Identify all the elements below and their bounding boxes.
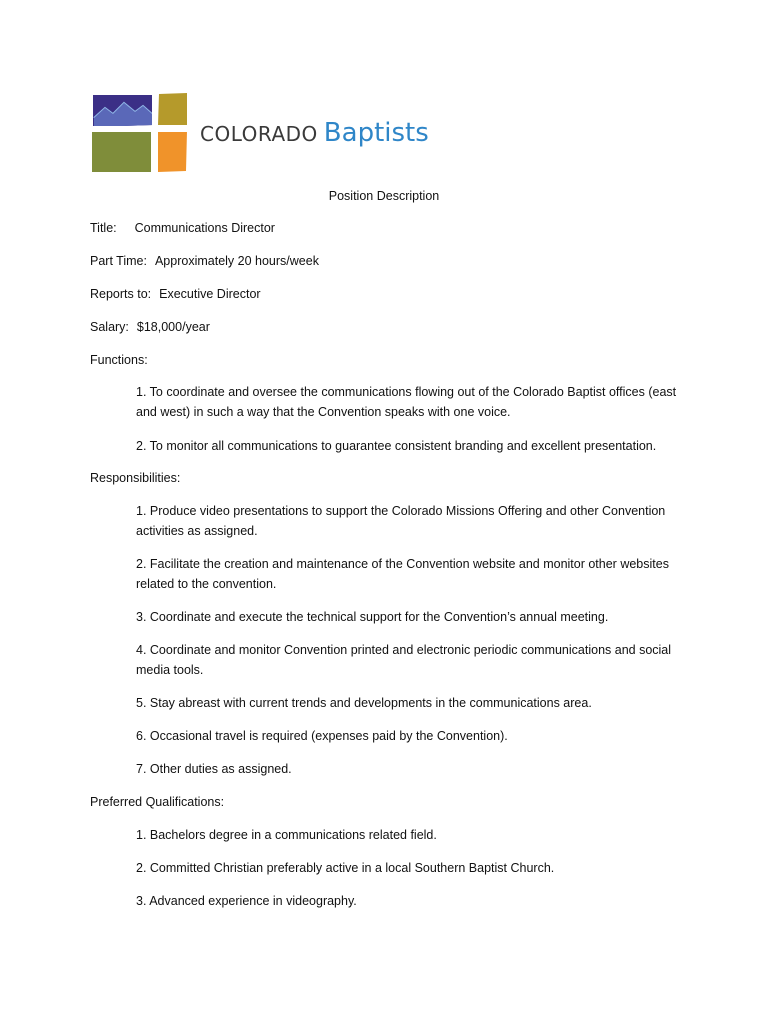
salary-field [90, 320, 210, 334]
reports-to-field [90, 287, 261, 301]
salary-label: Salary: [90, 320, 129, 334]
reports-to-value: Executive Director [159, 287, 261, 301]
organization-logo [91, 92, 429, 173]
logo-cross-horizontal [91, 126, 188, 132]
page-title: Position Description [328, 189, 440, 203]
reports-to-label: Reports to: [90, 287, 152, 301]
responsibilities-item: 3. Coordinate and execute the technical support for the Convention’s annual meeting. [136, 610, 609, 624]
responsibilities-item: 1. Produce video presentations to support the Colorado Missions Offering and other Convention activities as assigned. [136, 504, 666, 538]
logo-green-block [92, 132, 151, 172]
title-label: Title: [90, 221, 117, 235]
responsibilities-item: 4. Coordinate and monitor Convention printed and electronic periodic communications and social media tools. [136, 643, 672, 677]
title-value: Communications Director [134, 221, 275, 235]
part-time-field [90, 254, 319, 268]
qualifications-item: 3. Advanced experience in videography. [136, 894, 357, 908]
functions-heading: Functions: [90, 353, 148, 367]
logo-orange-block [158, 131, 187, 172]
title-field [90, 221, 275, 235]
part-time-label: Part Time: [90, 254, 147, 268]
responsibilities-heading: Responsibilities: [90, 471, 181, 485]
responsibilities-item: 5. Stay abreast with current trends and developments in the communications area. [136, 696, 592, 710]
logo-olive-block [158, 93, 187, 125]
logo-wordmark [200, 118, 429, 148]
responsibilities-item: 6. Occasional travel is required (expenses paid by the Convention). [136, 729, 508, 743]
functions-item: 1. To coordinate and oversee the communications flowing out of the Colorado Baptist offices (east and west) in such a way that the Convention speaks with one voice. [136, 385, 677, 419]
colorado-baptists-logo-icon [91, 92, 188, 173]
logo-word-colorado: COLORADO [200, 121, 318, 146]
logo-word-baptists: Baptists [323, 117, 429, 148]
salary-value: $18,000/year [136, 320, 210, 334]
qualifications-item: 2. Committed Christian preferably active in a local Southern Baptist Church. [136, 861, 555, 875]
responsibilities-item: 7. Other duties as assigned. [136, 762, 292, 776]
responsibilities-item: 2. Facilitate the creation and maintenance of the Convention website and monitor other websites related to the convention. [136, 557, 669, 591]
part-time-value: Approximately 20 hours/week [154, 254, 319, 268]
qualifications-item: 1. Bachelors degree in a communications related field. [136, 828, 437, 842]
qualifications-heading: Preferred Qualifications: [90, 795, 225, 809]
functions-item: 2. To monitor all communications to guarantee consistent branding and excellent presentation. [136, 439, 657, 453]
